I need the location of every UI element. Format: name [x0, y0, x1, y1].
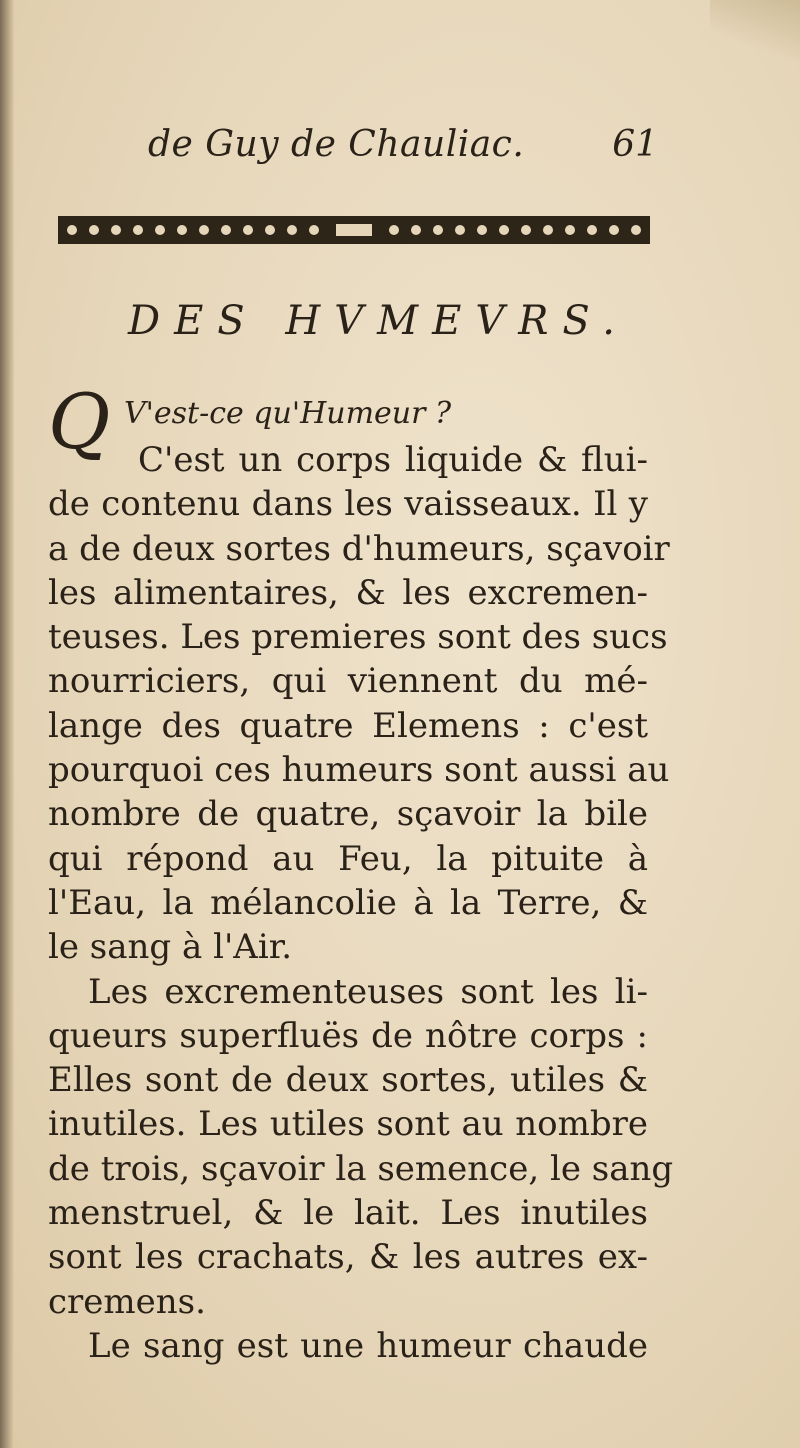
- text-line: C'est un corps liquide & flui-: [138, 440, 648, 480]
- running-head: [148, 124, 658, 168]
- text-line: Elles sont de deux sortes, utiles &: [48, 1060, 648, 1101]
- text-line: Les excrementeuses sont les li-: [88, 971, 648, 1012]
- text-line: qui répond au Feu, la pituite à: [48, 838, 648, 879]
- text-line: nourriciers, qui viennent du mé-: [48, 661, 648, 702]
- text-line: lange des quatre Elemens : c'est: [48, 705, 648, 746]
- drop-capital: Q: [48, 377, 111, 466]
- text-line: nombre de quatre, sçavoir la bile: [48, 794, 648, 835]
- body-text: [48, 438, 674, 1368]
- ornamental-band: [58, 212, 650, 248]
- text-line: de contenu dans les vaisseaux. Il y: [48, 484, 648, 525]
- running-head-title: de Guy de Chauliac.: [148, 124, 525, 165]
- text-line: menstruel, & le lait. Les inutiles: [48, 1193, 648, 1234]
- text-line: l'Eau, la mélancolie à la Terre, &: [48, 882, 648, 923]
- text-line: le sang à l'Air.: [48, 927, 293, 968]
- text-line: pourquoi ces humeurs sont aussi au: [48, 750, 670, 791]
- text-line: inutiles. Les utiles sont au nombre: [48, 1104, 648, 1145]
- book-spine-shadow: [0, 0, 14, 1448]
- page-corner-shadow: [710, 0, 800, 60]
- text-line: les alimentaires, & les excremen-: [48, 572, 648, 613]
- page-number: 61: [612, 124, 658, 165]
- text-line: de trois, sçavoir la semence, le sang: [48, 1148, 674, 1189]
- text-line: a de deux sortes d'humeurs, sçavoir: [48, 528, 670, 569]
- text-line: sont les crachats, & les autres ex-: [48, 1237, 648, 1278]
- text-line: Le sang est une humeur chaude: [88, 1325, 648, 1366]
- text-line: teuses. Les premieres sont des sucs: [48, 617, 668, 658]
- text-line: cremens.: [48, 1281, 206, 1322]
- chapter-title: DES HVMEVRS.: [128, 298, 630, 344]
- text-line: queurs superfluës de nôtre corps :: [48, 1015, 648, 1056]
- question-heading: V'est-ce qu'Humeur ?: [124, 396, 452, 431]
